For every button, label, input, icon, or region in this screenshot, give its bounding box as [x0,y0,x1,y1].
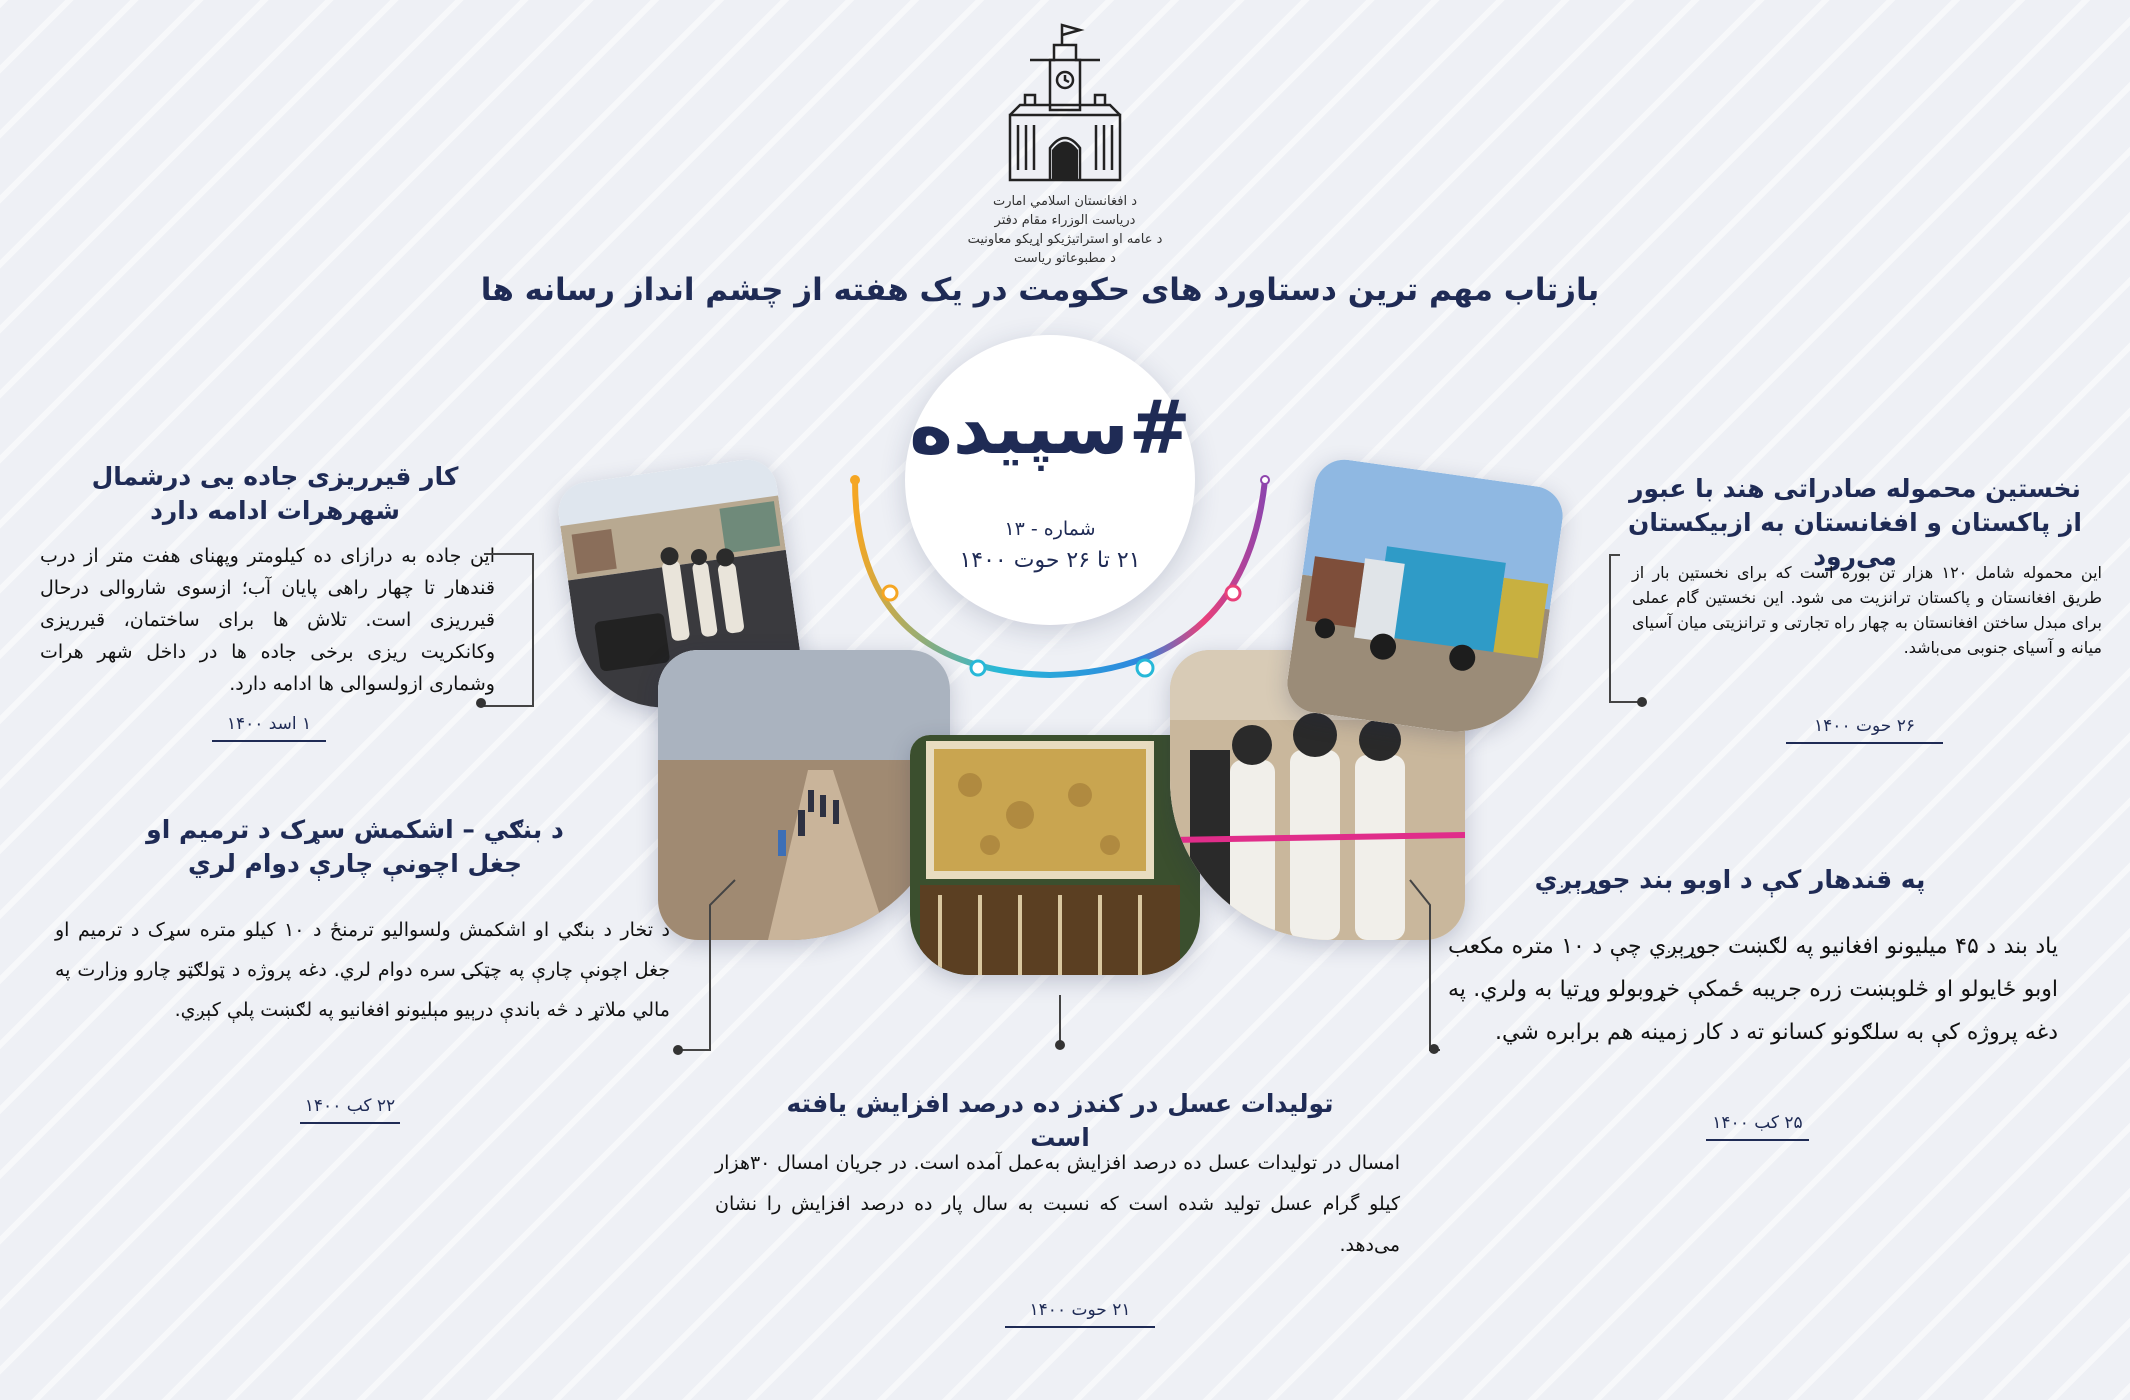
date-range: ۲۱ تا ۲۶ حوت ۱۴۰۰ [959,548,1141,573]
org-line: د عامه او استراتیژیکو اړیکو معاونیت [967,232,1163,247]
issue-number: شماره - ۱۳ [1004,518,1096,540]
connector-dot [476,698,486,708]
hashtag-title: #سپیده [909,385,1191,471]
connector-dot [1055,1040,1065,1050]
hub-circle [905,335,1195,625]
story-honey-date: ۲۱ حوت ۱۴۰۰ [1005,1300,1155,1328]
story-export-body: این محموله شامل ۱۲۰ هزار تن بوره است که برای نخستین بار از طریق افغانستان و پاکستان ترانزیت می شود. این نخستین گام عملی برای مبدل ساختن افغانستان به چهار راه تجارتی و ترانزیتی میان آسیای میانه و آسیای جنوبی می‌باشد. [1632,563,2102,657]
org-line: دریاست الوزراء مقام دفتر [994,213,1136,228]
story-bangi-title: د بنګي – اشکمش سړک د ترمیم او جغل اچونې چارې دوام لري [146,815,564,878]
arc-node [1261,476,1269,484]
story-export-title: نخستین محموله صادراتی هند با عبور از پاکستان و افغانستان به ازبیکستان می‌رود [1628,474,2082,571]
arc-node [883,586,897,600]
cargo-trucks-photo [1283,456,1566,743]
story-dam-date: ۲۵ کب ۱۴۰۰ [1706,1113,1809,1141]
story-road-date: ۱ اسد ۱۴۰۰ [212,714,326,742]
organization-name [900,192,1230,268]
connector-line-svg [670,875,740,1055]
page-title: بازتاب مهم ترین دستاورد های حکومت در یک هفته از چشم انداز رسانه ها [480,272,1600,308]
story-dam-title: په قندهار کې د اوبو بند جوړېږي [1534,865,1926,894]
connector-line-svg-export [1590,550,1650,710]
story-road-body: این جاده به درازای ده کیلومتر وپهنای هفت متر از درب قندهار تا چهار راهی پایان آب؛ ازسوی شاروالی درحال قیرریزی است. تلاش ها برای ساختمان، قیرریزی وکانکریت ریزی برخی جاده ها در داخل شهر هرات وشماری ازولسوالی ها ادامه دارد. [40,545,495,695]
org-line: د مطبوعاتو ریاست [1014,251,1116,266]
story-bangi-date: ۲۲ کب ۱۴۰۰ [300,1096,400,1124]
story-road-title: کار قیرریزی جاده یی درشمال شهرهرات ادامه دارد [91,462,459,525]
story-honey-body: امسال در تولیدات عسل ده درصد افزایش به‌عمل آمده است. در جریان امسال ۳۰هزار کیلو گرام عسل تولید شده است که نسبت به سال پار ده درصد افزایش را نشان می‌دهد. [715,1152,1400,1256]
arc-node [850,475,860,485]
story-honey-title: تولیدات عسل در کندز ده درصد افزایش یافته است [786,1089,1334,1152]
story-dam-body: یاد بند د ۴۵ میلیونو افغانیو په لګښت جوړېږي چې د ۱۰ متره مکعب اوبو ځایولو او څلوېښت زره جریبه ځمکې خړوبولو وړتیا به ولري. په دغه پروژه کې به سلګونو کسانو ته د کار زمینه هم برابره شي. [1448,934,2058,1045]
org-line: د افغانستان اسلامي امارت [992,194,1137,209]
arc-node [1226,586,1240,600]
story-bangi-body: د تخار د بنګي او اشکمش ولسوالیو ترمنځ د ۱۰ کیلو متره سړک د ترمیم او جغل اچونې چارې په چټکۍ سره دوام لري. دغه پروژه د ټولګټو چارو وزارت په مالي ملاتړ د څه باندې درېیو مېلیونو افغانیو په لګښت پلې کېږي. [55,919,670,1021]
arc-node [1137,660,1153,676]
connector-line [484,553,534,707]
arc-node [971,661,985,675]
honey-frames-photo [910,735,1200,975]
story-export-date: ۲۶ حوت ۱۴۰۰ [1786,716,1943,744]
clock-tower-logo [990,20,1140,190]
